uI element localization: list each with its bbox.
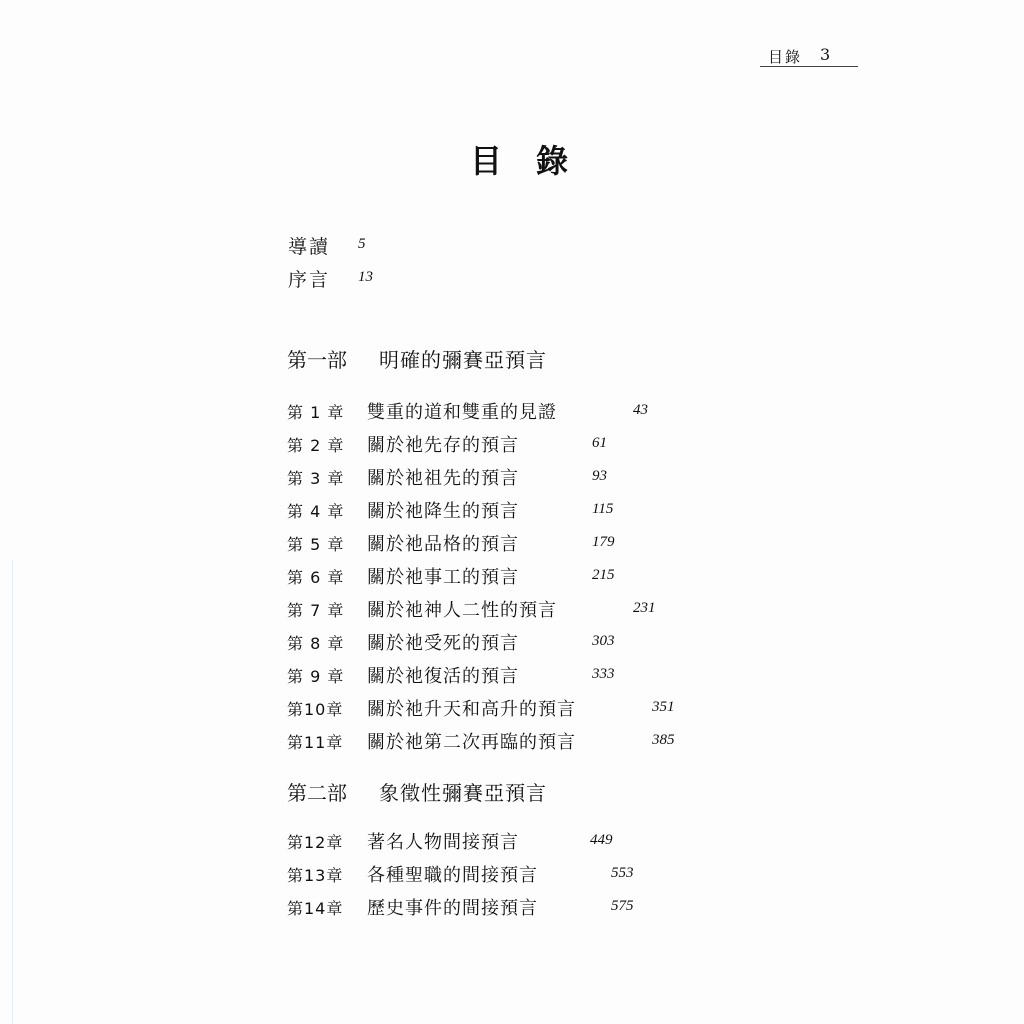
chapter-title: 關於祂事工的預言 (367, 567, 519, 588)
chapter-title: 關於祂品格的預言 (367, 534, 519, 555)
chapter-number: 第 5 章 (287, 535, 345, 554)
toc-entry (287, 629, 707, 659)
part-heading (287, 777, 547, 806)
front-matter-entry (288, 265, 373, 292)
front-matter-page: 13 (358, 269, 373, 285)
chapter-title: 雙重的道和雙重的見證 (367, 402, 557, 423)
part-title: 象徵性彌賽亞預言 (379, 781, 547, 805)
chapter-page: 575 (611, 898, 634, 914)
chapter-number: 第 3 章 (287, 469, 345, 488)
chapter-title: 關於祂復活的預言 (367, 666, 519, 687)
chapter-number: 第 1 章 (287, 403, 345, 422)
scan-edge-line (12, 560, 13, 1024)
toc-entry (287, 662, 707, 692)
chapter-page: 61 (592, 435, 607, 451)
chapter-page: 115 (592, 501, 614, 517)
toc-entry (287, 861, 707, 891)
chapter-number: 第 6 章 (287, 568, 345, 587)
chapter-page: 43 (633, 402, 648, 418)
toc-entry (287, 563, 707, 593)
chapter-number: 第 7 章 (287, 601, 345, 620)
chapter-title: 各種聖職的間接預言 (367, 865, 538, 886)
chapter-number: 第12章 (287, 833, 344, 852)
chapter-title: 歷史事件的間接預言 (367, 898, 538, 919)
chapter-page: 231 (633, 600, 656, 616)
chapter-number: 第 4 章 (287, 502, 345, 521)
chapter-title: 關於祂先存的預言 (367, 435, 519, 456)
toc-entry (287, 530, 707, 560)
running-header-title: 目錄 (768, 48, 803, 66)
chapter-title: 關於祂祖先的預言 (367, 468, 519, 489)
chapter-page: 303 (592, 633, 615, 649)
chapter-page: 351 (652, 699, 675, 715)
front-matter-page: 5 (358, 236, 366, 252)
front-matter-entry (288, 232, 366, 259)
chapter-title: 關於祂降生的預言 (367, 501, 519, 522)
chapter-title: 關於祂升天和高升的預言 (367, 699, 576, 720)
toc-entry (287, 431, 707, 461)
chapter-title: 關於祂第二次再臨的預言 (367, 732, 576, 753)
chapter-number: 第 8 章 (287, 634, 345, 653)
toc-entry (287, 894, 707, 924)
toc-entry (287, 728, 707, 758)
toc-entry (287, 695, 707, 725)
page-title: 目錄 (470, 142, 603, 180)
toc-entry (287, 464, 707, 494)
chapter-page: 553 (611, 865, 634, 881)
chapter-number: 第14章 (287, 899, 344, 918)
toc-entry (287, 596, 707, 626)
chapter-title: 著名人物間接預言 (367, 832, 519, 853)
chapter-title: 關於祂神人二性的預言 (367, 600, 557, 621)
chapter-page: 449 (590, 832, 613, 848)
running-header (760, 46, 858, 67)
chapter-title: 關於祂受死的預言 (367, 633, 519, 654)
running-header-page-number: 3 (820, 45, 833, 64)
toc-entry (287, 828, 707, 858)
chapter-number: 第10章 (287, 700, 344, 719)
part-heading (287, 344, 547, 373)
chapter-number: 第13章 (287, 866, 344, 885)
chapter-page: 333 (592, 666, 615, 682)
chapter-page: 93 (592, 468, 607, 484)
chapter-page: 385 (652, 732, 675, 748)
toc-entry (287, 497, 707, 527)
part-title: 明確的彌賽亞預言 (379, 348, 547, 372)
chapter-page: 215 (592, 567, 615, 583)
part-label: 第二部 (287, 781, 347, 805)
chapter-number: 第 2 章 (287, 436, 345, 455)
chapter-page: 179 (592, 534, 615, 550)
toc-entry (287, 398, 707, 428)
chapter-number: 第11章 (287, 733, 344, 752)
part-label: 第一部 (287, 348, 347, 372)
front-matter-title: 導讀 (288, 236, 331, 258)
front-matter-title: 序言 (288, 269, 331, 291)
chapter-number: 第 9 章 (287, 667, 345, 686)
